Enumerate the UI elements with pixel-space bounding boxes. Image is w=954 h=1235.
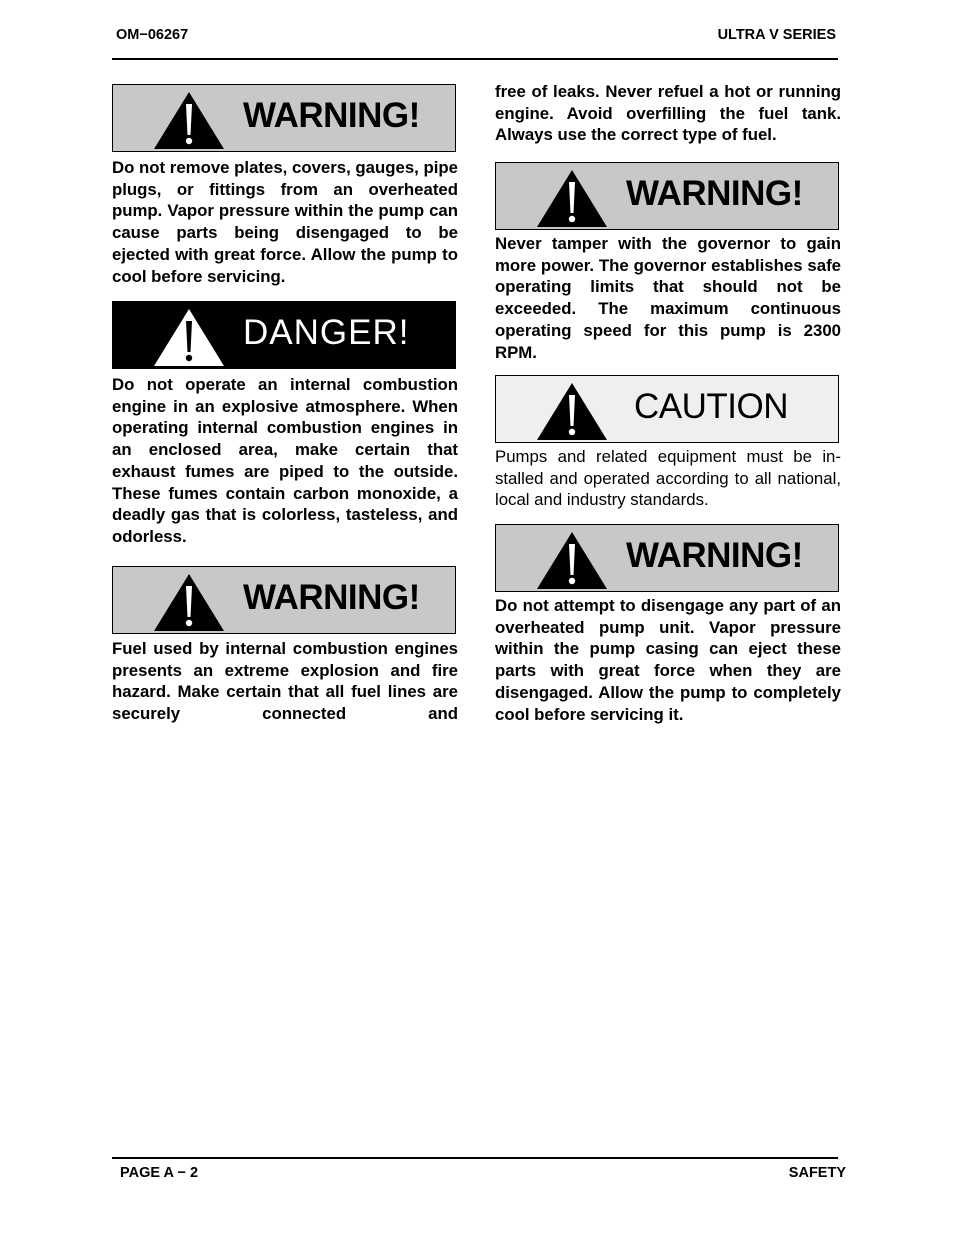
danger-sign — [112, 301, 456, 369]
warning-text: Do not remove plates, covers, gauges, pipe plugs, or fittings from an overheated pump. Vapor pressure within the pump can cause parts being disengaged to be ejected with great force. Allow the pump to cool before servicing. — [112, 158, 458, 286]
warning-sign — [495, 162, 839, 230]
warning-triangle-icon — [153, 90, 225, 150]
warning-triangle-icon — [536, 530, 608, 590]
footer-rule — [112, 1157, 838, 1159]
caution-sign — [495, 375, 839, 443]
warning-sign — [495, 524, 839, 592]
warning-label: WARNING! — [626, 536, 803, 575]
warning-triangle-icon — [153, 572, 225, 632]
warning-text: Do not attempt to disengage any part of an overheated pump unit. Vapor pressure within the pump casing can eject these parts with great force when they are disengaged. Allow the pump to completely cool before servicing it. — [495, 596, 841, 724]
section-name: SAFETY — [788, 1165, 846, 1181]
series-title: ULTRA V SERIES — [717, 27, 836, 43]
danger-triangle-icon — [153, 307, 225, 367]
caution-triangle-icon — [536, 381, 608, 441]
header-rule — [112, 58, 838, 60]
danger-text: Do not operate an internal combustion engine in an explosive atmosphere. When operating internal combustion engines in an enclosed area, make certain that exhaust fumes are piped to the outside. These fumes contain carbon monoxide, a deadly gas that is colorless, tasteless, and odorless. — [112, 375, 458, 546]
danger-label: DANGER! — [243, 313, 410, 352]
warning-text: Fuel used by internal combustion engines presents an extreme explosion and fire hazard. Make certain that all fuel lines are securely connected and — [112, 639, 458, 724]
warning-sign — [112, 84, 456, 152]
warning-triangle-icon — [536, 168, 608, 228]
document-number: OM−06267 — [116, 27, 189, 43]
warning-label: WARNING! — [243, 578, 420, 617]
warning-label: WARNING! — [626, 174, 803, 213]
warning-sign — [112, 566, 456, 634]
warning-text: Never tamper with the governor to gain more power. The governor establishes safe operating limits that should not be exceeded. The maximum continuous operating speed for this pump is 2300 RPM. — [495, 234, 841, 362]
caution-label: CAUTION — [634, 387, 788, 426]
warning-label: WARNING! — [243, 96, 420, 135]
page-number: PAGE A − 2 — [120, 1165, 199, 1181]
continued-text: free of leaks. Never refuel a hot or running engine. Avoid overfilling the fuel tank. Always use the correct type of fuel. — [495, 82, 841, 145]
caution-text: Pumps and related equipment must be installed and operated according to all national, local and industry standards. — [495, 447, 841, 510]
